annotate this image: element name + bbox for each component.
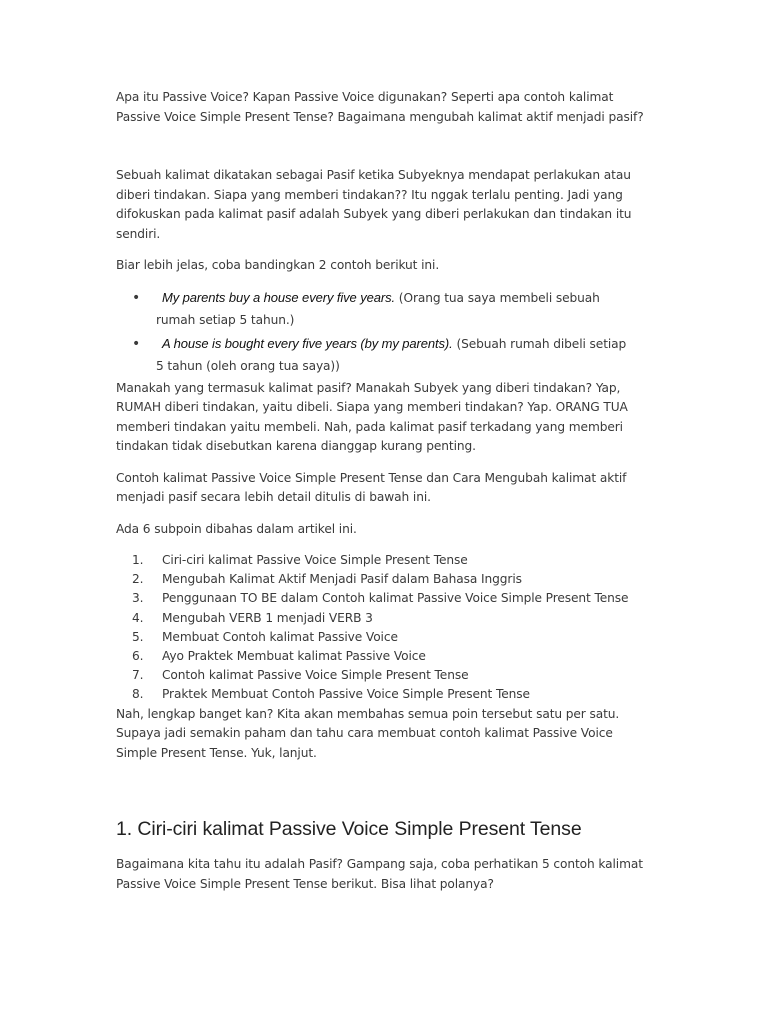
subpoint-text: Membuat Contoh kalimat Passive Voice [162, 629, 398, 644]
explanation-paragraph: Manakah yang termasuk kalimat pasif? Manakah Subyek yang diberi tindakan? Yap, RUMAH diberi tindakan, yaitu dibeli. Siapa yang memberi tindakan? Yap. ORANG TUA memberi tindakan yaitu membeli. Nah, pada kalimat pasif terkadang yang memberi tindakan tidak disebutkan karena dianggap kurang penting. [116, 380, 628, 453]
example-english-sentence: My parents buy a house every five years. [162, 289, 396, 305]
subpoint-number: 6. [132, 649, 144, 664]
subpoint-text: Praktek Membuat Contoh Passive Voice Simple Present Tense [162, 687, 530, 702]
spacer [116, 763, 652, 817]
spacer [116, 127, 652, 166]
example-translation-continued: 5 tahun (oleh orang tua saya)) [156, 359, 340, 373]
section-body-paragraph: Bagaimana kita tahu itu adalah Pasif? Gampang saja, coba perhatikan 5 contoh kalimat Passive Voice Simple Present Tense berikut. Bisa lihat polanya? [116, 857, 643, 891]
example-bullet-list [116, 287, 652, 378]
intro-paragraph: Apa itu Passive Voice? Kapan Passive Voice digunakan? Seperti apa contoh kalimat Passive Voice Simple Present Tense? Bagaimana mengubah kalimat aktif menjadi pasif? [116, 90, 644, 124]
subpoint-item [116, 647, 652, 666]
subpoint-number: 4. [132, 610, 144, 625]
bullet-icon: • [132, 289, 141, 306]
example-bullet-item [116, 287, 652, 332]
subpoint-text: Ciri-ciri kalimat Passive Voice Simple Present Tense [162, 553, 468, 567]
example-translation: (Orang tua saya membeli sebuah [398, 290, 600, 305]
example-translation-continued: rumah setiap 5 tahun.) [156, 313, 295, 327]
subpoint-text: Ayo Praktek Membuat kalimat Passive Voice [162, 649, 426, 664]
spacer [116, 841, 652, 855]
subpoint-text: Penggunaan TO BE dalam Contoh kalimat Passive Voice Simple Present Tense [162, 591, 629, 606]
subpoint-item [116, 551, 652, 570]
subpoint-text: Contoh kalimat Passive Voice Simple Present Tense [162, 668, 469, 683]
subpoint-text: Mengubah Kalimat Aktif Menjadi Pasif dalam Bahasa Inggris [162, 572, 522, 587]
outro-paragraph: Nah, lengkap banget kan? Kita akan membahas semua poin tersebut satu per satu. Supaya jadi semakin paham dan tahu cara membuat contoh kalimat Passive Voice Simple Present Tense. Yuk, lanjut. [116, 706, 620, 760]
subpoint-number: 7. [132, 668, 144, 683]
section-heading: 1. Ciri-ciri kalimat Passive Voice Simple Present Tense [116, 818, 582, 841]
example-translation: (Sebuah rumah dibeli setiap [456, 336, 627, 351]
bullet-icon: • [132, 335, 141, 352]
spacer [116, 244, 652, 256]
subpoint-item [116, 609, 652, 628]
subpoint-item [116, 570, 652, 589]
subpoints-intro-paragraph: Ada 6 subpoin dibahas dalam artikel ini. [116, 521, 357, 536]
example-bullet-item [116, 333, 652, 378]
subpoint-item [116, 628, 652, 647]
subpoint-list [116, 551, 652, 705]
compare-intro-paragraph: Biar lebih jelas, coba bandingkan 2 contoh berikut ini. [116, 258, 440, 272]
spacer [116, 539, 652, 551]
subpoint-item [116, 589, 652, 608]
subpoint-number: 8. [132, 687, 144, 702]
document-page [116, 88, 652, 894]
spacer [116, 457, 652, 469]
subpoint-number: 1. [132, 553, 144, 567]
detail-intro-paragraph: Contoh kalimat Passive Voice Simple Present Tense dan Cara Mengubah kalimat aktif menjadi pasif secara lebih detail ditulis di bawah ini. [116, 470, 627, 504]
subpoint-text: Mengubah VERB 1 menjadi VERB 3 [162, 610, 373, 625]
subpoint-number: 3. [132, 591, 144, 606]
subpoint-item [116, 666, 652, 685]
spacer [116, 508, 652, 520]
example-english-sentence: A house is bought every five years (by my parents). [162, 335, 453, 351]
subpoint-item [116, 685, 652, 704]
subpoint-number: 2. [132, 572, 144, 587]
subpoint-number: 5. [132, 629, 144, 644]
definition-paragraph: Sebuah kalimat dikatakan sebagai Pasif ketika Subyeknya mendapat perlakukan atau diberi tindakan. Siapa yang memberi tindakan?? Itu nggak terlalu penting. Jadi yang difokuskan pada kalimat pasif adalah Subyek yang diberi perlakukan dan tindakan itu sendiri. [116, 168, 632, 241]
